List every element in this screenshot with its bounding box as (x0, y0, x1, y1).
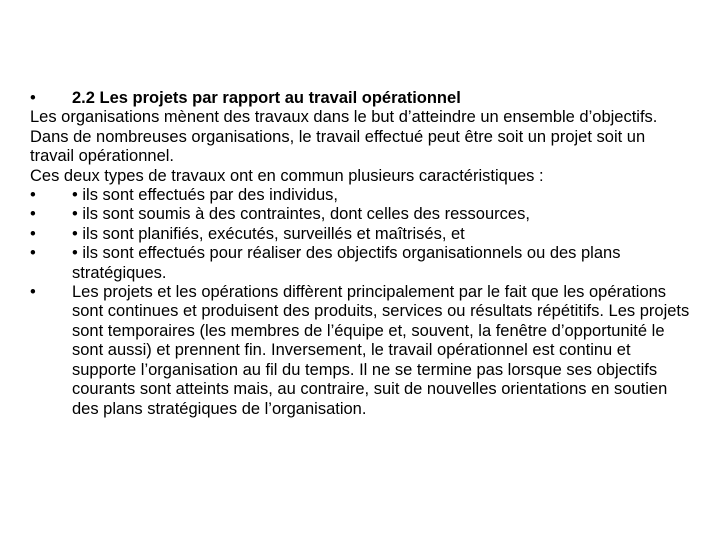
characteristic-item (30, 205, 690, 224)
slide-title: 2.2 Les projets par rapport au travail opérationnel (72, 89, 461, 107)
characteristic-item (30, 225, 690, 244)
characteristic-text: • ils sont soumis à des contraintes, dont celles des ressources, (72, 205, 530, 224)
bullet-glyph: • (30, 224, 36, 243)
bullet-glyph: • (30, 186, 36, 205)
common-traits-intro: Ces deux types de travaux ont en commun plusieurs caractéristiques : (30, 166, 544, 185)
slide-body (30, 89, 690, 419)
bullet-glyph: • (30, 205, 36, 224)
characteristic-text: • ils sont effectués pour réaliser des objectifs organisationnels ou des plans stratégiques. (72, 244, 621, 282)
conclusion-item (30, 283, 690, 419)
slide-title-row (30, 89, 690, 108)
bullet-glyph: • (30, 244, 36, 263)
conclusion-text: Les projets et les opérations diffèrent principalement par le fait que les opérations sont continues et produisent des produits, services ou résultats répétitifs. Les projets sont temporaires (les membres de l’équipe et, souvent, la fenêtre d’opportunité le sont aussi) et prennent fin. Inversement, le travail opérationnel est continu et supporte l’organisation au fil du temps. Il ne se termine pas lorsque ses objectifs courants sont atteints mais, au contraire, suit de nouvelles orientations en soutien des plans stratégiques de l’organisation. (72, 283, 690, 418)
characteristic-text: • ils sont planifiés, exécutés, surveillés et maîtrisés, et (72, 224, 465, 243)
bullet-glyph: • (30, 283, 36, 302)
characteristic-text: • ils sont effectués par des individus, (72, 186, 338, 205)
intro-paragraph: Les organisations mènent des travaux dans le but d’atteindre un ensemble d’objectifs. Dans de nombreuses organisations, le travail effectué peut être soit un projet soit un travail opérationnel. (30, 108, 658, 166)
bullet-glyph: • (30, 89, 36, 107)
characteristic-item (30, 244, 690, 283)
characteristic-item (30, 186, 690, 205)
